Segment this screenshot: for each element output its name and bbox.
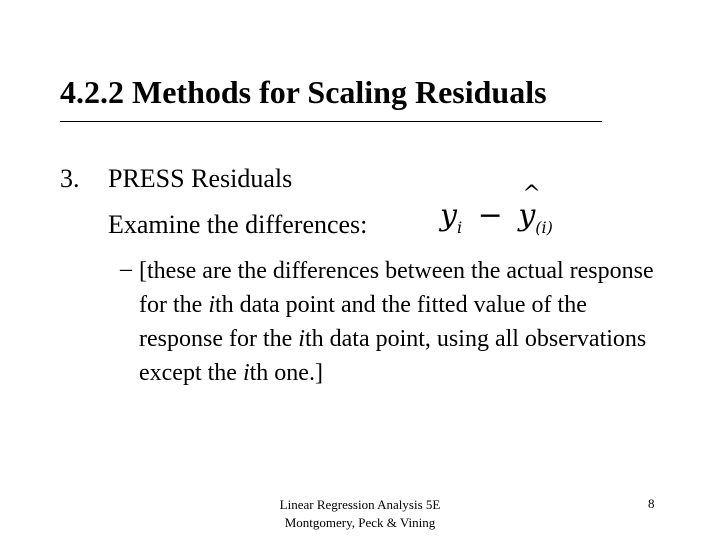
page-number: 8 bbox=[648, 496, 655, 511]
title-underline bbox=[60, 121, 602, 122]
slide-title: 4.2.2 Methods for Scaling Residuals bbox=[60, 74, 547, 110]
bullet-text bbox=[139, 254, 659, 390]
formula-y-subscript: i bbox=[456, 218, 463, 237]
item-label: PRESS Residuals bbox=[108, 164, 293, 193]
item-number: 3. bbox=[60, 164, 80, 193]
formula-yhat: ^ y bbox=[518, 198, 535, 233]
press-residual-formula bbox=[440, 198, 553, 237]
bullet-italic-i: i bbox=[242, 360, 250, 386]
formula-minus: − bbox=[477, 198, 503, 233]
formula-y: y bbox=[440, 198, 457, 233]
slide-footer bbox=[260, 496, 460, 532]
bullet-italic-i: i bbox=[208, 292, 215, 318]
examine-text: Examine the differences: bbox=[108, 210, 368, 239]
bullet-text-part: th one.] bbox=[249, 360, 323, 386]
bullet-text-part: [these are the differences between the actual response for the bbox=[139, 258, 654, 318]
footer-book-title: Linear Regression Analysis 5E bbox=[279, 497, 441, 512]
formula-yhat-subscript: (i) bbox=[535, 218, 553, 237]
bullet-text-part: th data point, using all observations except the bbox=[139, 326, 647, 386]
bullet-dash: – bbox=[120, 256, 132, 282]
bullet-italic-i: i bbox=[298, 326, 305, 352]
bullet-text-part: th data point and the fitted value of the response for the bbox=[139, 292, 587, 352]
footer-authors: Montgomery, Peck & Vining bbox=[284, 515, 436, 530]
